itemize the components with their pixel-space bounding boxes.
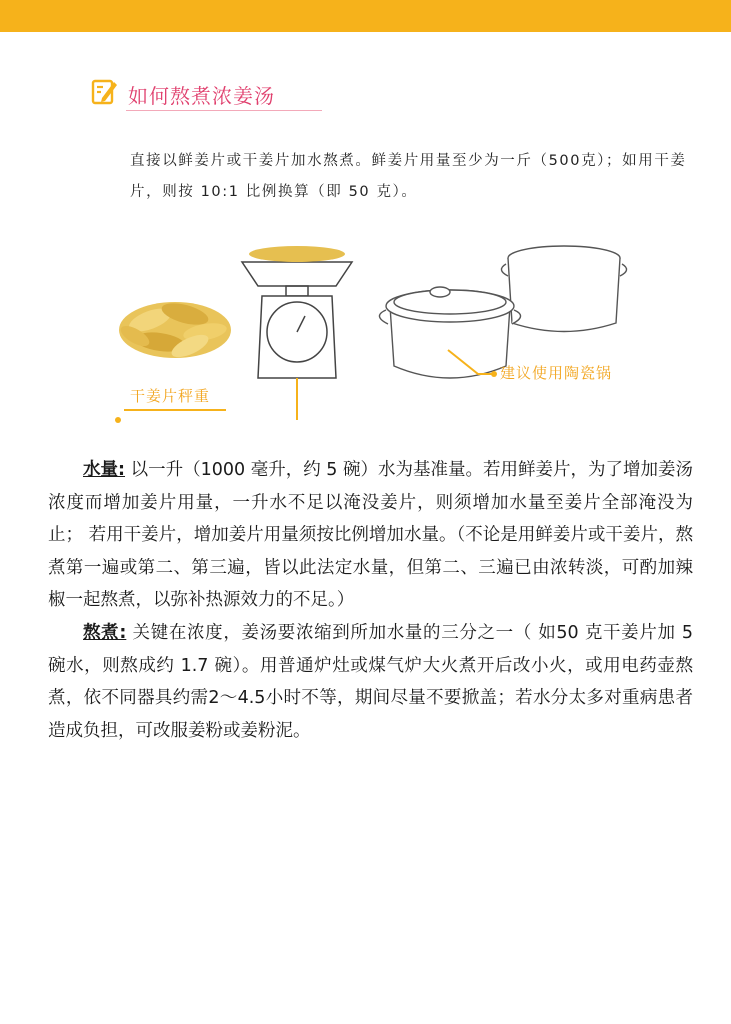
dried-ginger-label: 干姜片秤重 <box>130 387 211 405</box>
edit-note-icon <box>90 76 118 106</box>
instructions-body <box>48 454 693 747</box>
boil-keyword: 熬煮: <box>83 622 127 643</box>
kitchen-scale <box>242 246 352 378</box>
page-title: 如何熬煮浓姜汤 <box>128 84 275 108</box>
water-text: 以一升（1000 毫升，约 5 碗）水为基准量。若用鲜姜片，为了增加姜汤浓度而增加姜片用量，一升水不足以淹没姜片，则须增加水量至姜片全部淹没为止； 若用干姜片，增加姜片用量须按比例增加水量。（不论是用鲜姜片或干姜片，熬煮第一遍或第二、第三遍，皆以此法定水量，但第二、三遍已由浓转淡，可酌加辣椒一起熬煮，以弥补热源效力的不足。） <box>48 460 694 611</box>
section-title-row <box>90 74 510 114</box>
top-accent-bar <box>0 0 731 32</box>
dried-ginger-label-line <box>124 409 226 411</box>
boil-paragraph <box>48 617 693 747</box>
intro-paragraph: 直接以鲜姜片或干姜片加水熬煮。鲜姜片用量至少为一斤（500克）；如用干姜片，则按 10:1 比例换算（即 50 克）。 <box>130 153 687 200</box>
water-paragraph <box>48 454 693 617</box>
ceramic-pot-label: 建议使用陶瓷锅 <box>500 364 613 382</box>
title-underline <box>126 110 322 111</box>
boil-text: 关键在浓度，姜汤要浓缩到所加水量的三分之一（ 如50 克干姜片加 5 碗水，则熬成约 1.7 碗）。用普通炉灶或煤气炉大火煮开后改小火，或用电药壶熬煮，依不同器具约需2～4.5小时不等，期间尽量不要掀盖；若水分太多对重病患者造成负担，可改服姜粉或姜粉泥。 <box>48 622 693 741</box>
pot-pointer-dot <box>491 371 497 377</box>
dry-pointer-dot <box>115 417 121 423</box>
dried-ginger-pile <box>118 299 231 362</box>
water-keyword: 水量: <box>83 460 126 480</box>
illustration <box>0 228 731 428</box>
